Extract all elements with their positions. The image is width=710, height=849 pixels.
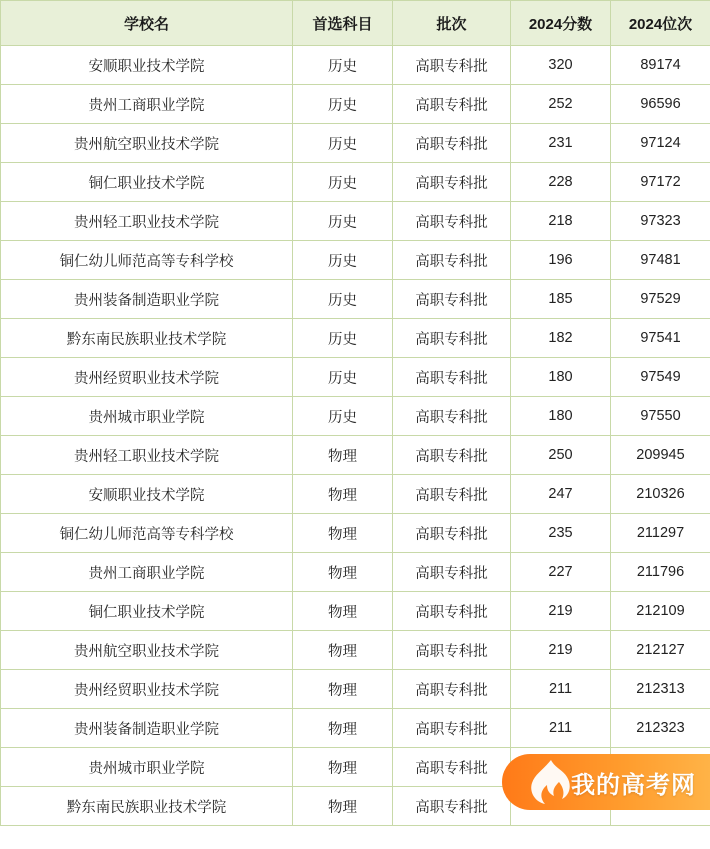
cell-subject: 物理: [293, 748, 393, 787]
cell-subject: 历史: [293, 163, 393, 202]
cell-rank: 210326: [611, 475, 710, 514]
cell-score: 219: [511, 592, 611, 631]
cell-batch: 高职专科批: [393, 787, 511, 826]
cell-school: 贵州城市职业学院: [1, 748, 293, 787]
cell-subject: 历史: [293, 202, 393, 241]
cell-school: 贵州城市职业学院: [1, 397, 293, 436]
cell-subject: 物理: [293, 631, 393, 670]
table-row: [1, 436, 710, 475]
column-header-batch: 批次: [393, 1, 511, 46]
cell-batch: 高职专科批: [393, 202, 511, 241]
table-body: [1, 46, 710, 826]
cell-batch: 高职专科批: [393, 241, 511, 280]
cell-batch: 高职专科批: [393, 553, 511, 592]
cell-subject: 物理: [293, 514, 393, 553]
table-row: [1, 514, 710, 553]
table-row: [1, 241, 710, 280]
column-header-subject: 首选科目: [293, 1, 393, 46]
cell-rank: 212109: [611, 592, 710, 631]
cell-subject: 物理: [293, 709, 393, 748]
cell-score: 247: [511, 475, 611, 514]
table-row: [1, 553, 710, 592]
cell-school: 安顺职业技术学院: [1, 475, 293, 514]
cell-school: 贵州经贸职业技术学院: [1, 670, 293, 709]
watermark-logo: [502, 754, 710, 810]
cell-batch: 高职专科批: [393, 514, 511, 553]
cell-rank: 212323: [611, 709, 710, 748]
cell-score: 219: [511, 631, 611, 670]
cell-batch: 高职专科批: [393, 592, 511, 631]
table-row: [1, 358, 710, 397]
cell-rank: 97481: [611, 241, 710, 280]
cell-score: 231: [511, 124, 611, 163]
cell-subject: 历史: [293, 358, 393, 397]
cell-batch: 高职专科批: [393, 709, 511, 748]
table-row: [1, 592, 710, 631]
cell-school: 铜仁幼儿师范高等专科学校: [1, 514, 293, 553]
cell-batch: 高职专科批: [393, 85, 511, 124]
cell-rank: 89174: [611, 46, 710, 85]
cell-school: 贵州工商职业学院: [1, 553, 293, 592]
table-row: [1, 670, 710, 709]
cell-batch: 高职专科批: [393, 280, 511, 319]
cell-school: 贵州装备制造职业学院: [1, 709, 293, 748]
cell-subject: 物理: [293, 592, 393, 631]
cell-rank: 211796: [611, 553, 710, 592]
cell-score: 211: [511, 670, 611, 709]
cell-school: 贵州轻工职业技术学院: [1, 436, 293, 475]
cell-score: 235: [511, 514, 611, 553]
cell-subject: 物理: [293, 787, 393, 826]
cell-score: 182: [511, 319, 611, 358]
table-row: [1, 280, 710, 319]
cell-batch: 高职专科批: [393, 748, 511, 787]
table-row: [1, 631, 710, 670]
table-row: [1, 85, 710, 124]
cell-score: 252: [511, 85, 611, 124]
table-row: [1, 475, 710, 514]
cell-subject: 历史: [293, 85, 393, 124]
cell-subject: 历史: [293, 241, 393, 280]
cell-rank: 97549: [611, 358, 710, 397]
cell-batch: 高职专科批: [393, 46, 511, 85]
table-header-row: [1, 1, 710, 46]
table-row: [1, 202, 710, 241]
cell-score: 320: [511, 46, 611, 85]
cell-rank: 211297: [611, 514, 710, 553]
table-header: [1, 1, 710, 46]
table-row: [1, 163, 710, 202]
cell-rank: 212127: [611, 631, 710, 670]
cell-batch: 高职专科批: [393, 436, 511, 475]
cell-school: 贵州航空职业技术学院: [1, 631, 293, 670]
cell-school: 安顺职业技术学院: [1, 46, 293, 85]
cell-school: 贵州经贸职业技术学院: [1, 358, 293, 397]
cell-batch: 高职专科批: [393, 358, 511, 397]
cell-rank: 97323: [611, 202, 710, 241]
cell-rank: 212313: [611, 670, 710, 709]
cell-batch: 高职专科批: [393, 397, 511, 436]
cell-score: 218: [511, 202, 611, 241]
cell-subject: 历史: [293, 319, 393, 358]
cell-rank: 97541: [611, 319, 710, 358]
cell-subject: 历史: [293, 124, 393, 163]
cell-batch: 高职专科批: [393, 124, 511, 163]
cell-score: 180: [511, 397, 611, 436]
cell-subject: 物理: [293, 670, 393, 709]
cell-score: 211: [511, 709, 611, 748]
cell-school: 贵州轻工职业技术学院: [1, 202, 293, 241]
cell-score: 228: [511, 163, 611, 202]
table-row: [1, 397, 710, 436]
cell-rank: 96596: [611, 85, 710, 124]
cell-score: 180: [511, 358, 611, 397]
cell-score: 196: [511, 241, 611, 280]
flame-icon: [521, 754, 577, 810]
table-row: [1, 124, 710, 163]
cell-rank: 97529: [611, 280, 710, 319]
cell-school: 铜仁幼儿师范高等专科学校: [1, 241, 293, 280]
cell-score: 250: [511, 436, 611, 475]
cell-subject: 物理: [293, 475, 393, 514]
cell-school: 黔东南民族职业技术学院: [1, 319, 293, 358]
cell-batch: 高职专科批: [393, 319, 511, 358]
cell-school: 铜仁职业技术学院: [1, 592, 293, 631]
cell-batch: 高职专科批: [393, 670, 511, 709]
cell-batch: 高职专科批: [393, 631, 511, 670]
cell-subject: 历史: [293, 397, 393, 436]
cell-subject: 物理: [293, 436, 393, 475]
cell-score: 227: [511, 553, 611, 592]
table-row: [1, 709, 710, 748]
cell-school: 黔东南民族职业技术学院: [1, 787, 293, 826]
cell-school: 贵州工商职业学院: [1, 85, 293, 124]
cell-batch: 高职专科批: [393, 475, 511, 514]
cell-subject: 物理: [293, 553, 393, 592]
cell-subject: 历史: [293, 280, 393, 319]
cell-rank: 97124: [611, 124, 710, 163]
cell-score: 185: [511, 280, 611, 319]
cell-school: 贵州装备制造职业学院: [1, 280, 293, 319]
table-row: [1, 319, 710, 358]
cell-rank: 97550: [611, 397, 710, 436]
cell-school: 铜仁职业技术学院: [1, 163, 293, 202]
watermark-text: 我的高考网: [571, 771, 696, 799]
cell-rank: 97172: [611, 163, 710, 202]
column-header-score: 2024分数: [511, 1, 611, 46]
cell-rank: 209945: [611, 436, 710, 475]
column-header-school: 学校名: [1, 1, 293, 46]
column-header-rank: 2024位次: [611, 1, 710, 46]
cell-batch: 高职专科批: [393, 163, 511, 202]
cell-school: 贵州航空职业技术学院: [1, 124, 293, 163]
table-row: [1, 46, 710, 85]
cell-subject: 历史: [293, 46, 393, 85]
